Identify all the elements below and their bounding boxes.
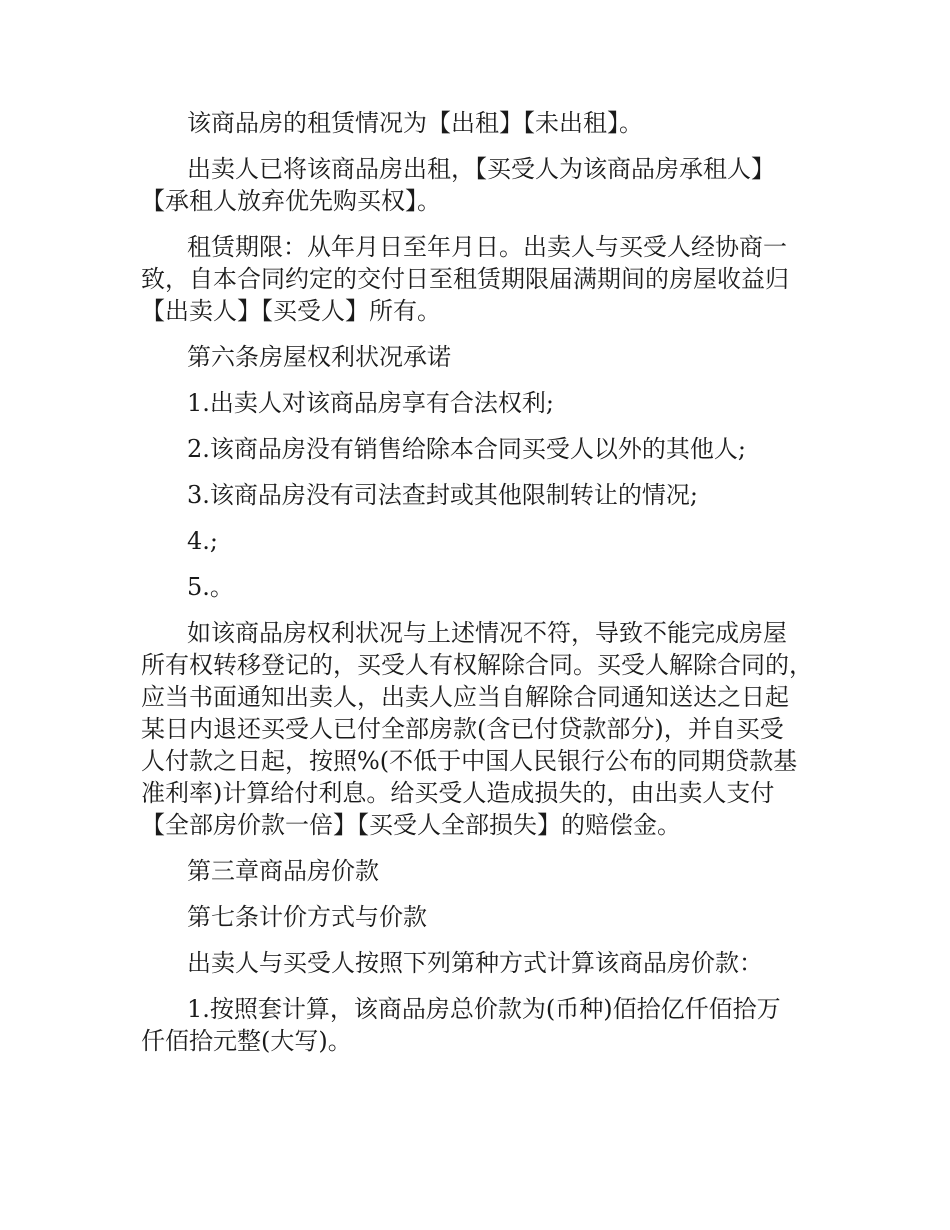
list-item-1 [141,387,813,419]
chapter-3-heading [141,855,813,887]
chapter-heading: 第三章商品房价款 [187,857,379,885]
section-heading: 第七条计价方式与价款 [187,903,427,931]
text-line: 某日内退还买受人已付全部房款(含已付贷款部分)，并自买受 [141,715,784,743]
text-line: 出卖人已将该商品房出租，【买受人为该商品房承租人】 [187,155,775,183]
text-line: 人付款之日起，按照%(不低于中国人民银行公布的同期贷款基 [141,747,798,775]
text-line: 【承租人放弃优先购买权】。 [141,187,441,215]
text-line: 1.按照套计算，该商品房总价款为(币种)佰拾亿仟佰拾万 [187,995,781,1023]
text-line: 1.出卖人对该商品房享有合法权利; [187,389,554,417]
list-item-3 [141,479,813,511]
article-7-heading [141,901,813,933]
paragraph-leased-out [141,153,813,217]
text-line: 4.; [187,527,218,555]
paragraph-price-by-unit [141,993,813,1057]
text-line: 所有权转移登记的，买受人有权解除合同。买受人解除合同的， [141,651,813,679]
text-line: 该商品房的租赁情况为【出租】【未出租】。 [187,109,643,137]
list-item-4 [141,525,813,557]
paragraph-lease-term [141,231,813,327]
list-item-2 [141,433,813,465]
paragraph-pricing-method [141,947,813,979]
paragraph-lease-status [141,107,813,139]
text-line: 【出卖人】【买受人】所有。 [141,297,441,325]
text-line: 3.该商品房没有司法查封或其他限制转让的情况; [187,481,698,509]
text-line: 2.该商品房没有销售给除本合同买受人以外的其他人; [187,435,746,463]
text-line: 准利率)计算给付利息。给买受人造成损失的，由出卖人支付 [141,779,775,807]
section-heading: 第六条房屋权利状况承诺 [187,343,451,371]
text-line: 致，自本合同约定的交付日至租赁期限届满期间的房屋收益归 [141,265,789,293]
text-line: 仟佰拾元整(大写)。 [141,1027,352,1055]
text-line: 应当书面通知出卖人，出卖人应当自解除合同通知送达之日起 [141,683,789,711]
text-line: 出卖人与买受人按照下列第种方式计算该商品房价款： [187,949,763,977]
text-line: 如该商品房权利状况与上述情况不符，导致不能完成房屋 [187,619,787,647]
list-item-5 [141,571,813,603]
text-line: 5.。 [187,573,234,601]
paragraph-breach-terms [141,617,813,841]
text-line: 【全部房价款一倍】【买受人全部损失】的赔偿金。 [141,811,681,839]
document-body [141,107,813,1071]
article-6-heading [141,341,813,373]
text-line: 租赁期限：从年月日至年月日。出卖人与买受人经协商一 [187,233,787,261]
